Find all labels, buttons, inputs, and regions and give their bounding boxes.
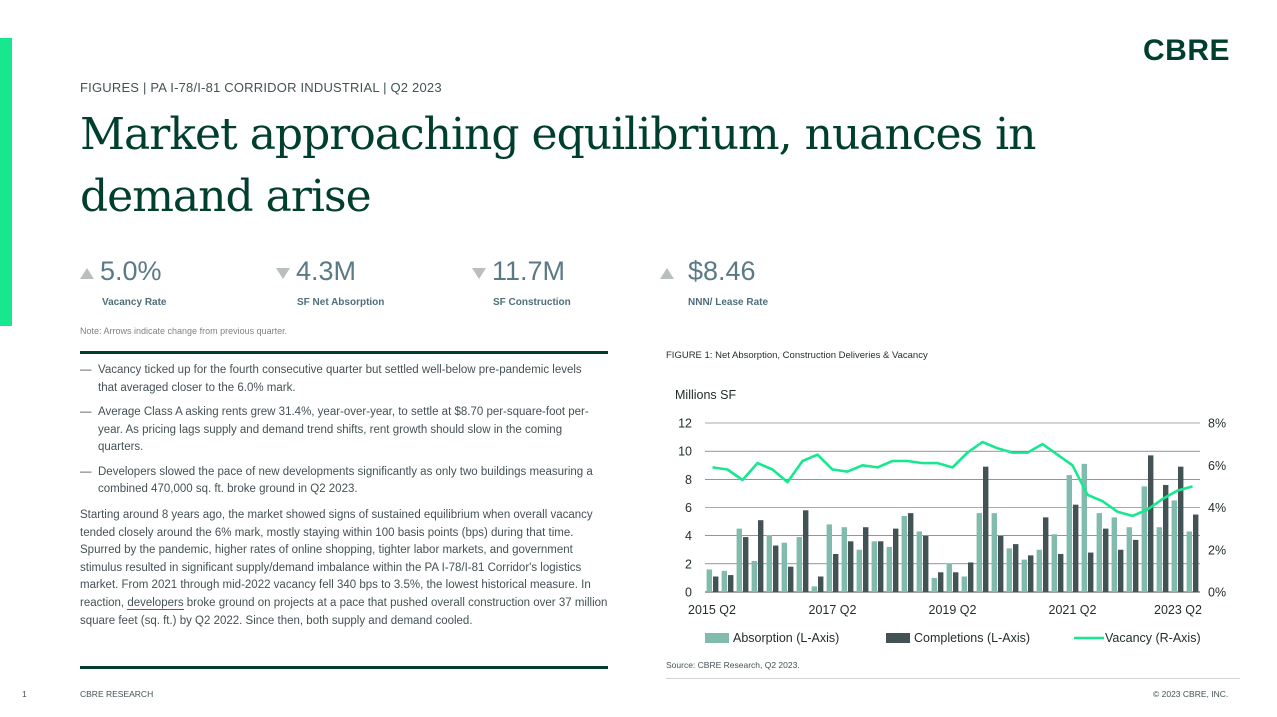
y-axis-title: Millions SF — [675, 388, 737, 402]
stat-vacancy-rate — [80, 256, 167, 308]
completions-bar — [968, 562, 973, 592]
absorption-bar — [872, 541, 877, 592]
figure-title: FIGURE 1: Net Absorption, Construction Deliveries & Vacancy — [666, 350, 928, 361]
completions-bar — [743, 537, 748, 592]
key-points-list — [80, 362, 600, 506]
section-rule-bottom — [80, 666, 608, 669]
left-tick-label: 10 — [678, 444, 692, 459]
absorption-bar — [902, 516, 907, 592]
absorption-bar — [782, 543, 787, 592]
stat-label: SF Construction — [493, 297, 571, 308]
completions-bar — [1163, 485, 1168, 592]
completions-bar — [893, 529, 898, 592]
absorption-bar — [977, 513, 982, 592]
completions-bar — [728, 575, 733, 592]
completions-bar — [713, 577, 718, 592]
arrow-up-icon — [80, 268, 94, 279]
completions-bar — [1073, 505, 1078, 592]
arrows-note: Note: Arrows indicate change from previous quarter. — [80, 326, 288, 336]
absorption-bar — [1037, 550, 1042, 592]
completions-bar — [758, 520, 763, 592]
absorption-bar — [827, 524, 832, 592]
stat-value: 11.7M — [492, 256, 566, 286]
x-tick-label: 2015 Q2 — [688, 603, 736, 617]
completions-bar — [878, 541, 883, 592]
arrow-down-icon — [472, 268, 486, 279]
body-paragraph: Starting around 8 years ago, the market showed signs of sustained equilibrium when overall vacancy tended closely around the 6% mark, mostly staying within 100 basis points (bps) during that time. Spurred by the pandemic, higher rates of online shopping, tighter labor markets, and government stimulus resulted in significant supply/demand imbalance within the PA I-78/I-81 Corridor's logistics market. From 2021 through mid-2022 vacancy fell 340 bps to 3.5%, the lowest historical measure. In reaction, developers broke ground on projects at a pace that pushed overall construction over 37 million square feet (sq. ft.) by Q2 2022. Since then, both supply and demand cooled. — [80, 509, 608, 627]
stat-label: Vacancy Rate — [102, 297, 167, 308]
absorption-bar — [812, 586, 817, 592]
list-item: — Average Class A asking rents grew 31.4%, year-over-year, to settle at $8.70 per-square-foot per-year. As pricing lags supply and demand trend shifts, rent growth should slow in the coming quarters. — [80, 406, 589, 453]
right-tick-label: 4% — [1208, 501, 1227, 515]
completions-bar — [1148, 455, 1153, 592]
left-tick-label: 0 — [685, 585, 692, 600]
page-number: 1 — [22, 689, 27, 699]
completions-bar — [1058, 554, 1063, 592]
legend-label-completions: Completions (L-Axis) — [914, 631, 1031, 645]
completions-bar — [863, 527, 868, 592]
stat-value: 4.3M — [296, 256, 357, 286]
right-tick-label: 0% — [1208, 585, 1227, 600]
absorption-bar — [917, 531, 922, 592]
completions-bar — [998, 536, 1003, 592]
stat-net-absorption — [276, 256, 385, 308]
page-title: Market approaching equilibrium, nuances in demand arise — [80, 109, 1036, 222]
completions-bar — [818, 577, 823, 592]
absorption-bar — [1187, 531, 1192, 592]
completions-bar — [1193, 515, 1198, 592]
right-tick-label: 8% — [1208, 416, 1227, 431]
completions-bar — [803, 510, 808, 592]
footer-copyright: © 2023 CBRE, INC. — [1153, 689, 1229, 699]
absorption-bar — [1142, 486, 1147, 592]
completions-bar — [1133, 540, 1138, 592]
absorption-vacancy-chart — [660, 375, 1235, 660]
right-tick-label: 6% — [1208, 458, 1227, 473]
breadcrumb: FIGURES | PA I-78/I-81 CORRIDOR INDUSTRIAL | Q2 2023 — [80, 80, 442, 95]
completions-bar — [1118, 550, 1123, 592]
list-item: — Vacancy ticked up for the fourth consecutive quarter but settled well-below pre-pandemic levels that averaged closer to the 6.0% mark. — [80, 364, 582, 394]
completions-bar — [923, 536, 928, 592]
completions-bar — [833, 554, 838, 592]
absorption-bar — [1097, 513, 1102, 592]
absorption-bar — [1052, 534, 1057, 592]
x-tick-label: 2017 Q2 — [808, 603, 857, 617]
absorption-bar — [722, 571, 727, 592]
completions-bar — [1013, 544, 1018, 592]
left-tick-label: 4 — [685, 529, 692, 544]
legend-swatch-completions — [886, 633, 910, 643]
legend-swatch-absorption — [705, 633, 729, 643]
left-tick-label: 8 — [685, 472, 692, 487]
absorption-bar — [1172, 500, 1177, 592]
left-tick-label: 2 — [685, 557, 692, 572]
x-tick-label: 2023 Q2 — [1154, 603, 1202, 617]
accent-bar — [0, 38, 12, 326]
absorption-bar — [1112, 517, 1117, 592]
absorption-bar — [1067, 475, 1072, 592]
completions-bar — [953, 572, 958, 592]
absorption-bar — [752, 561, 757, 592]
x-tick-label: 2019 Q2 — [928, 603, 977, 617]
absorption-bar — [1007, 548, 1012, 592]
absorption-bar — [992, 513, 997, 592]
completions-bar — [1088, 553, 1093, 592]
arrow-down-icon — [276, 268, 290, 279]
stat-lease-rate — [660, 256, 769, 308]
footer-rule — [666, 678, 1240, 679]
figure-source: Source: CBRE Research, Q2 2023. — [666, 660, 800, 670]
stat-value: $8.46 — [688, 256, 756, 286]
cbre-logo: CBRE — [1143, 34, 1231, 67]
completions-bar — [1178, 467, 1183, 592]
section-rule-top — [80, 351, 608, 354]
absorption-bar — [842, 527, 847, 592]
stat-label: SF Net Absorption — [297, 297, 385, 308]
absorption-bar — [1127, 527, 1132, 592]
completions-bar — [938, 572, 943, 592]
absorption-bar — [932, 578, 937, 592]
absorption-bar — [947, 564, 952, 592]
completions-bar — [788, 567, 793, 592]
absorption-bar — [1022, 560, 1027, 592]
vacancy-line — [713, 442, 1193, 516]
completions-bar — [1103, 529, 1108, 592]
stat-construction — [472, 256, 571, 308]
completions-bar — [773, 546, 778, 592]
completions-bar — [1043, 517, 1048, 592]
completions-bar — [1028, 555, 1033, 592]
left-tick-label: 12 — [678, 416, 692, 431]
legend-label-absorption: Absorption (L-Axis) — [733, 631, 840, 645]
completions-bar — [908, 513, 913, 592]
absorption-bar — [767, 536, 772, 592]
absorption-bar — [797, 537, 802, 592]
absorption-bar — [857, 550, 862, 592]
absorption-bar — [1157, 527, 1162, 592]
absorption-bar — [707, 569, 712, 592]
arrow-up-icon — [660, 268, 674, 279]
legend-label-vacancy: Vacancy (R-Axis) — [1105, 631, 1201, 645]
stat-label: NNN/ Lease Rate — [688, 297, 769, 308]
completions-bar — [983, 467, 988, 592]
list-item: — Developers slowed the pace of new developments significantly as only two buildings measuring a combined 470,000 sq. ft. broke ground in Q2 2023. — [80, 465, 593, 495]
right-tick-label: 2% — [1208, 543, 1227, 558]
completions-bar — [848, 541, 853, 592]
stat-value: 5.0% — [100, 256, 162, 286]
absorption-bar — [962, 577, 967, 592]
developers-link[interactable]: developers — [127, 596, 184, 609]
left-tick-label: 6 — [685, 501, 692, 515]
absorption-bar — [737, 529, 742, 592]
x-tick-label: 2021 Q2 — [1048, 603, 1097, 617]
footer-research-label: CBRE RESEARCH — [80, 689, 154, 699]
absorption-bar — [887, 547, 892, 592]
